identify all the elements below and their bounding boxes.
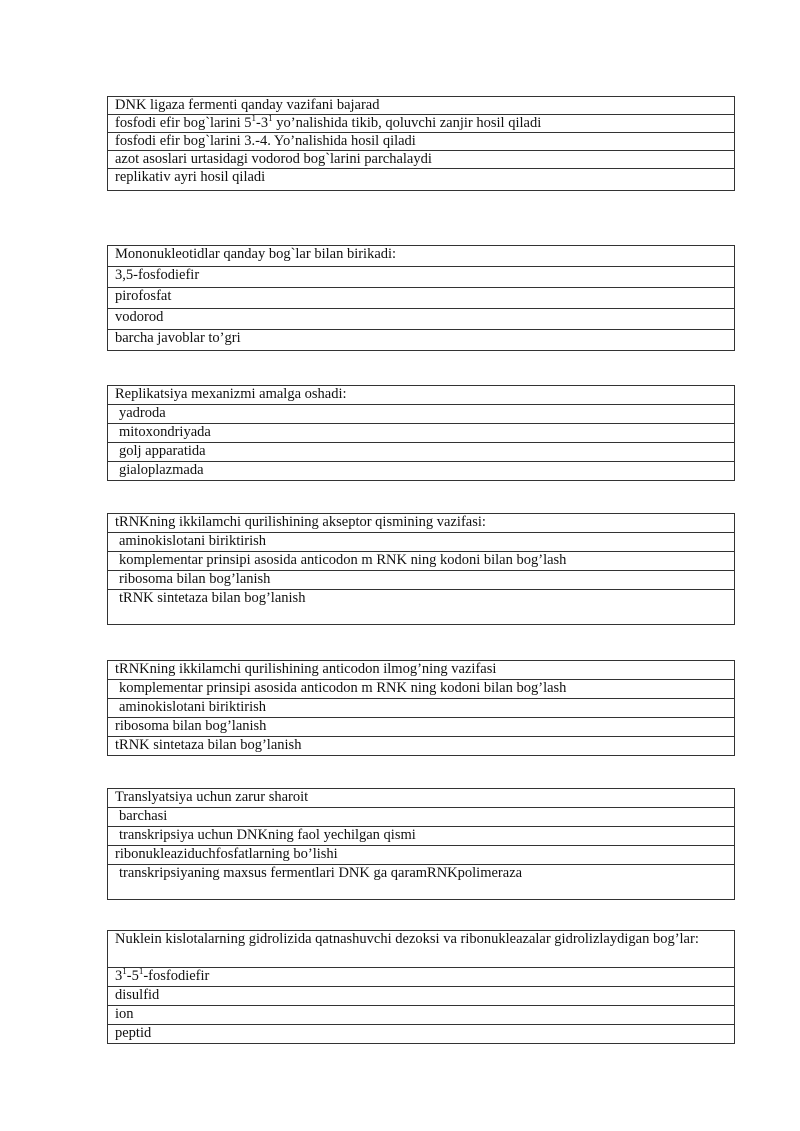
answer-option: ribosoma bilan bog’lanish <box>108 571 735 590</box>
superscript: 1 <box>251 114 257 124</box>
answer-option: aminokislotani biriktirish <box>108 699 735 718</box>
question-table-3 <box>107 385 735 481</box>
answer-option: ion <box>108 1006 735 1025</box>
question-text: Replikatsiya mexanizmi amalga oshadi: <box>108 386 735 405</box>
answer-text-part: -3 <box>256 115 269 131</box>
answer-option: gialoplazmada <box>108 462 735 481</box>
answer-option: peptid <box>108 1025 735 1044</box>
superscript: 1 <box>268 114 273 124</box>
answer-option: 3,5-fosfodiefir <box>108 267 735 288</box>
answer-option: pirofosfat <box>108 288 735 309</box>
answer-option: fosfodi efir bog`larini 3.-4. Yo’nalishida hosil qiladi <box>108 133 735 151</box>
answer-option: aminokislotani biriktirish <box>108 533 735 552</box>
question-text: tRNKning ikkilamchi qurilishining akseptor qismining vazifasi: <box>108 514 735 533</box>
answer-option: ribosoma bilan bog’lanish <box>108 718 735 737</box>
answer-text-part: yo’nalishida tikib, qoluvchi zanjir hosil qiladi <box>272 115 542 131</box>
answer-option: barcha javoblar to’gri <box>108 330 735 351</box>
answer-text-part: -fosfodiefir <box>143 968 210 984</box>
question-table-2 <box>107 245 735 351</box>
question-table-5 <box>107 660 735 756</box>
answer-option: golj apparatida <box>108 443 735 462</box>
answer-option: replikativ ayri hosil qiladi <box>108 169 735 191</box>
answer-option: ribonukleaziduchfosfatlarning bo’lishi <box>108 846 735 865</box>
superscript: 1 <box>138 967 144 977</box>
answer-option: vodorod <box>108 309 735 330</box>
answer-option: barchasi <box>108 808 735 827</box>
answer-option: tRNK sintetaza bilan bog’lanish <box>108 737 735 756</box>
question-text: tRNKning ikkilamchi qurilishining anticodon ilmog’ning vazifasi <box>108 661 735 680</box>
answer-option <box>108 115 735 133</box>
question-text: Translyatsiya uchun zarur sharoit <box>108 789 735 808</box>
question-text: DNK ligaza fermenti qanday vazifani bajarad <box>108 97 735 115</box>
answer-option: azot asoslari urtasidagi vodorod bog`larini parchalaydi <box>108 151 735 169</box>
question-table-6 <box>107 788 735 900</box>
question-text: Mononukleotidlar qanday bog`lar bilan birikadi: <box>108 246 735 267</box>
question-table-4 <box>107 513 735 625</box>
question-table-1 <box>107 96 735 191</box>
answer-option <box>108 968 735 987</box>
answer-option: yadroda <box>108 405 735 424</box>
answer-option: transkripsiyaning maxsus fermentlari DNK ga qaramRNKpolimeraza <box>108 865 735 900</box>
answer-option: transkripsiya uchun DNKning faol yechilgan qismi <box>108 827 735 846</box>
answer-option: tRNK sintetaza bilan bog’lanish <box>108 590 735 625</box>
answer-text-part: -5 <box>126 968 139 984</box>
answer-option: komplementar prinsipi asosida anticodon m RNK ning kodoni bilan bog’lash <box>108 680 735 699</box>
answer-text-part: 3 <box>115 968 123 984</box>
superscript: 1 <box>122 967 127 977</box>
answer-option: komplementar prinsipi asosida anticodon m RNK ning kodoni bilan bog’lash <box>108 552 735 571</box>
answer-option: disulfid <box>108 987 735 1006</box>
answer-text-part: fosfodi efir bog`larini 5 <box>115 115 252 131</box>
question-table-7 <box>107 930 735 1044</box>
answer-option: mitoxondriyada <box>108 424 735 443</box>
question-text: Nuklein kislotalarning gidrolizida qatnashuvchi dezoksi va ribonukleazalar gidrolizlaydigan bog’lar: <box>108 931 735 968</box>
